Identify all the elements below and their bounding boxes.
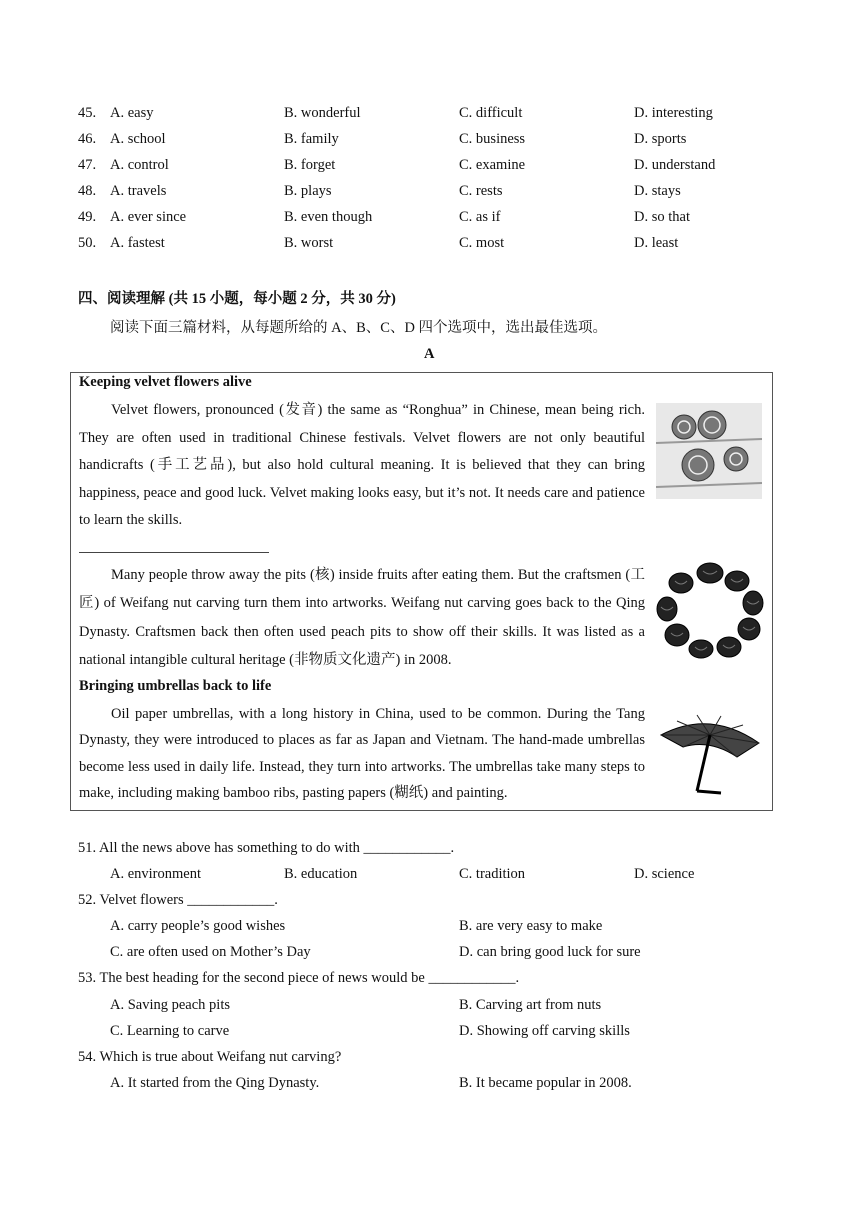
question-number: 48. bbox=[78, 183, 97, 199]
question-53-stem: 53. The best heading for the second piece of news would be ____________. bbox=[78, 970, 520, 986]
option-b: B. worst bbox=[284, 235, 334, 251]
passage-box bbox=[70, 372, 773, 811]
option-c: C. as if bbox=[459, 209, 501, 225]
question-number: 50. bbox=[78, 235, 97, 251]
option-b: B. wonderful bbox=[284, 105, 361, 121]
q53-option-c: C. Learning to carve bbox=[110, 1023, 230, 1039]
question-54-stem: 54. Which is true about Weifang nut carving? bbox=[78, 1049, 342, 1065]
question-number: 49. bbox=[78, 209, 97, 225]
q51-option-b: B. education bbox=[284, 866, 358, 882]
option-d: D. stays bbox=[634, 183, 681, 199]
q52-option-a: A. carry people’s good wishes bbox=[110, 918, 286, 934]
nut-carving-bracelet-image bbox=[655, 561, 765, 659]
velvet-news-text bbox=[79, 397, 645, 535]
question-number: 45. bbox=[78, 105, 97, 121]
option-c: C. business bbox=[459, 131, 526, 147]
option-a: A. easy bbox=[110, 105, 154, 121]
section-instruction: 阅读下面三篇材料，从每题所给的 A、B、C、D 四个选项中，选出最佳选项。 bbox=[110, 320, 608, 336]
q51-option-a: A. environment bbox=[110, 866, 202, 882]
umbrella-news-text bbox=[79, 701, 645, 807]
option-d: D. least bbox=[634, 235, 679, 251]
q51-option-c: C. tradition bbox=[459, 866, 526, 882]
option-c: C. examine bbox=[459, 157, 526, 173]
option-c: C. difficult bbox=[459, 105, 523, 121]
q52-option-c: C. are often used on Mother’s Day bbox=[110, 944, 311, 960]
option-a: A. fastest bbox=[110, 235, 165, 251]
news-divider bbox=[79, 552, 269, 553]
umbrella-heading: Bringing umbrellas back to life bbox=[79, 678, 272, 694]
option-b: B. plays bbox=[284, 183, 332, 199]
section-title: 四、阅读理解 (共 15 小题，每小题 2 分，共 30 分) bbox=[78, 291, 396, 307]
option-d: D. interesting bbox=[634, 105, 713, 121]
q53-option-a: A. Saving peach pits bbox=[110, 997, 231, 1013]
option-d: D. so that bbox=[634, 209, 690, 225]
q52-option-b: B. are very easy to make bbox=[459, 918, 603, 934]
option-b: B. family bbox=[284, 131, 339, 147]
passage-label: A bbox=[424, 346, 435, 362]
option-d: D. sports bbox=[634, 131, 687, 147]
nut-news-text bbox=[79, 561, 645, 675]
q51-option-d: D. science bbox=[634, 866, 695, 882]
option-c: C. rests bbox=[459, 183, 503, 199]
q52-option-d: D. can bring good luck for sure bbox=[459, 944, 641, 960]
velvet-flower-image bbox=[656, 403, 762, 499]
option-a: A. school bbox=[110, 131, 166, 147]
oil-paper-umbrella-image bbox=[657, 713, 763, 797]
q53-option-b: B. Carving art from nuts bbox=[459, 997, 602, 1013]
option-c: C. most bbox=[459, 235, 505, 251]
option-a: A. ever since bbox=[110, 209, 187, 225]
q54-option-a: A. It started from the Qing Dynasty. bbox=[110, 1075, 320, 1091]
option-b: B. even though bbox=[284, 209, 373, 225]
option-a: A. travels bbox=[110, 183, 167, 199]
option-a: A. control bbox=[110, 157, 169, 173]
umbrella-paragraph: Oil paper umbrellas, with a long history in China, used to be common. During the Tang Dynasty, they were introduced to places as far as Japan and Vietnam. The hand-made umbrellas become less used in daily life. Instead, they turn into artworks. The umbrellas take many steps to make, including making bamboo ribs, pasting papers (糊纸) and painting. bbox=[79, 706, 645, 802]
question-51-stem: 51. All the news above has something to do with ____________. bbox=[78, 840, 455, 856]
question-number: 47. bbox=[78, 157, 97, 173]
option-b: B. forget bbox=[284, 157, 336, 173]
velvet-heading: Keeping velvet flowers alive bbox=[79, 374, 252, 390]
q54-option-b: B. It became popular in 2008. bbox=[459, 1075, 632, 1091]
nut-paragraph: Many people throw away the pits (核) inside fruits after eating them. But the craftsmen (工匠) of Weifang nut carving turn them into artworks. Weifang nut carving goes back to the Qing Dynasty. Craftsmen back then often used peach pits to show off their skills. It was listed as a national intangible cultural heritage (非物质文化遗产) in 2008. bbox=[79, 567, 645, 669]
velvet-paragraph: Velvet flowers, pronounced (发音) the same as “Ronghua” in Chinese, mean being rich. They are often used in traditional Chinese festivals. Velvet flowers are not only beautiful handicrafts (手工艺品), but also hold cultural meaning. It is believed that they can bring happiness, peace and good luck. Velvet making looks easy, but it’s not. It needs care and patience to learn the skills. bbox=[79, 402, 645, 529]
option-d: D. understand bbox=[634, 157, 716, 173]
question-52-stem: 52. Velvet flowers ____________. bbox=[78, 892, 278, 908]
q53-option-d: D. Showing off carving skills bbox=[459, 1023, 630, 1039]
question-number: 46. bbox=[78, 131, 97, 147]
